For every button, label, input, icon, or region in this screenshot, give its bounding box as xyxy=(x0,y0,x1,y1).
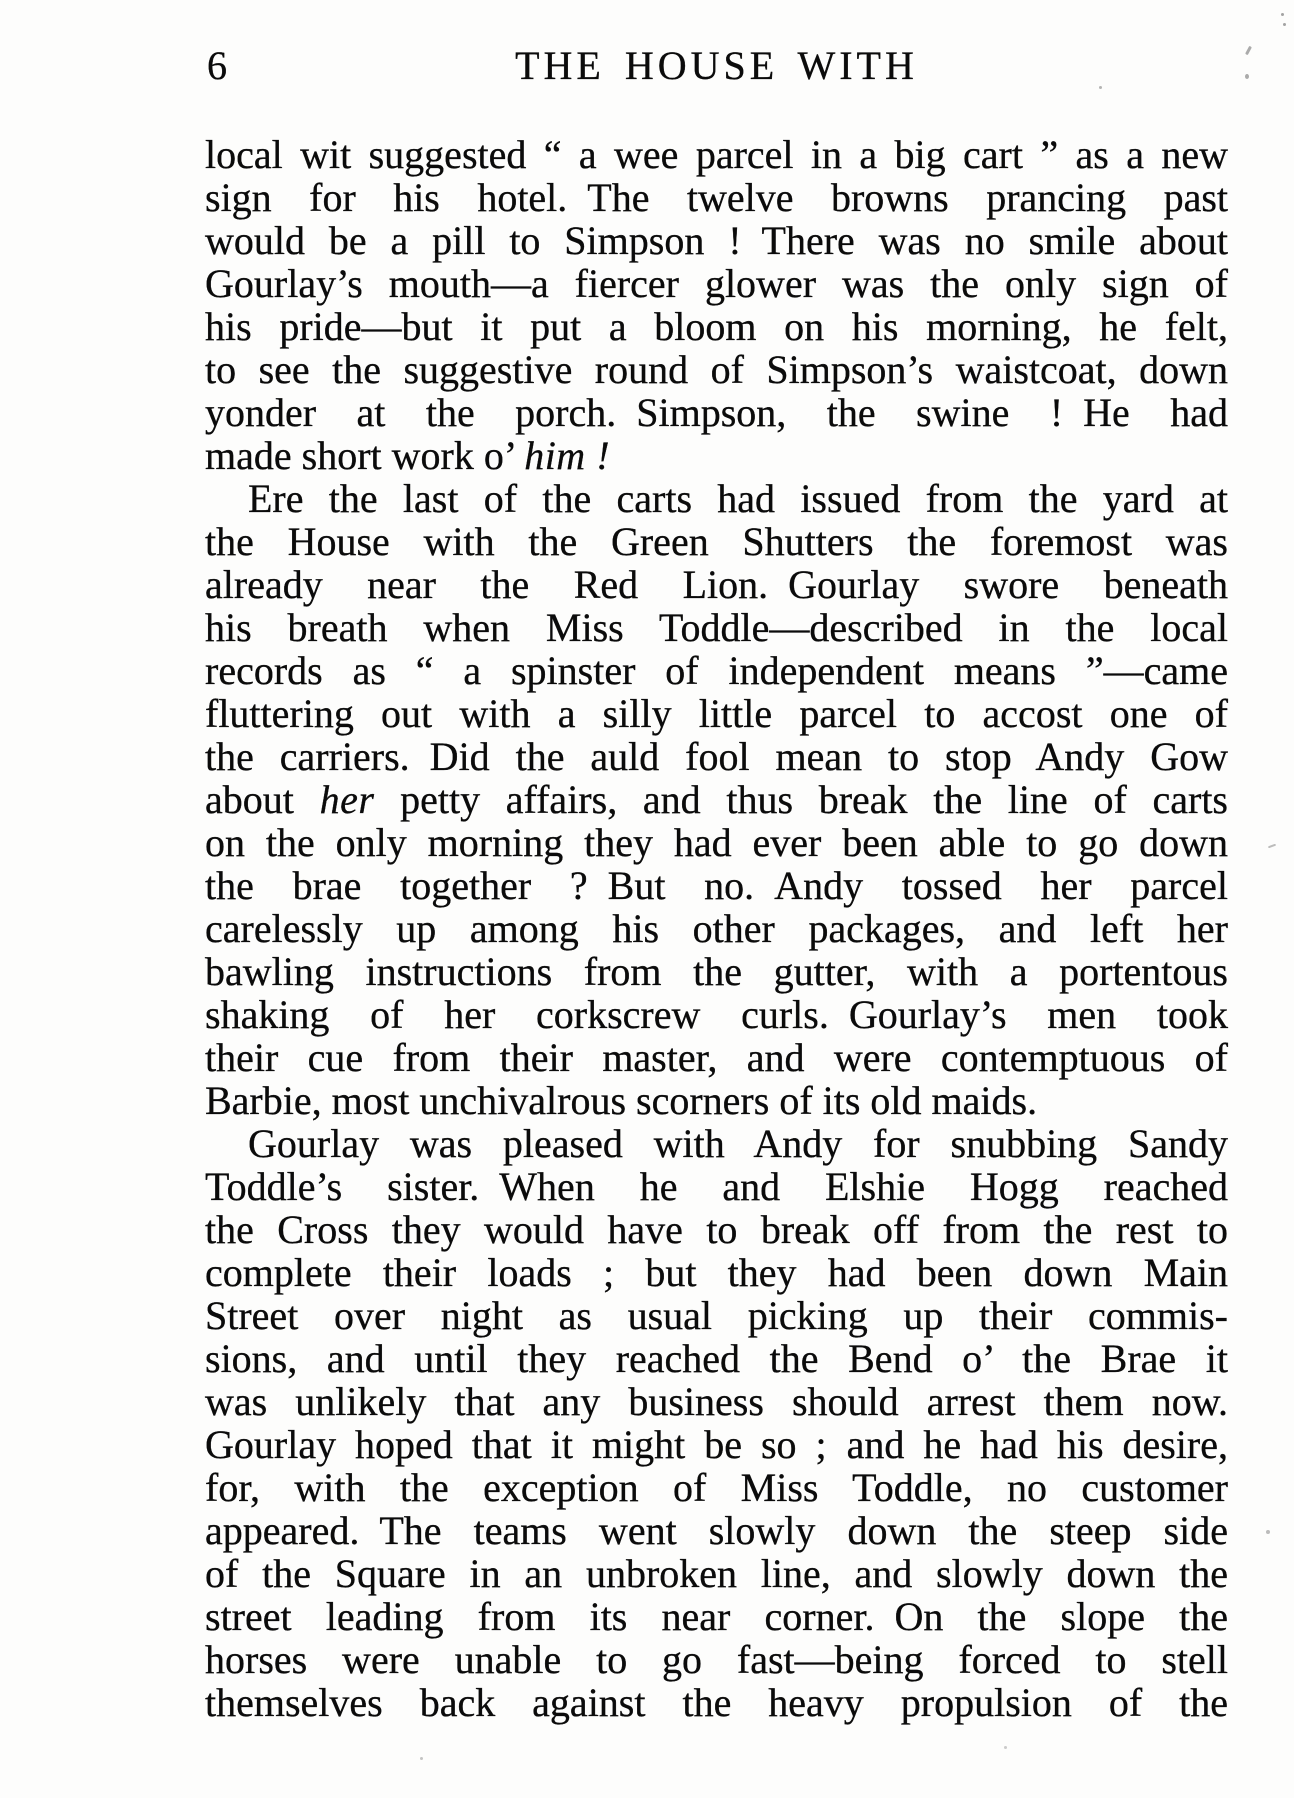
page-number: 6 xyxy=(207,43,227,88)
text-line: the Cross they would have to break off from the rest to xyxy=(205,1207,1228,1252)
text-line: Gourlay was pleased with Andy for snubbing Sandy xyxy=(248,1121,1228,1166)
text-line: sions, and until they reached the Bend o’ the Brae it xyxy=(205,1336,1228,1381)
scan-artifact xyxy=(1099,86,1102,89)
text-line: their cue from their master, and were contemptuous of xyxy=(205,1035,1228,1080)
text-line: to see the suggestive round of Simpson’s waistcoat, down xyxy=(205,347,1228,392)
text-line: the carriers. Did the auld fool mean to stop Andy Gow xyxy=(205,734,1228,779)
text-line: about her petty affairs, and thus break the line of carts xyxy=(205,777,1228,822)
text-line: Gourlay’s mouth—a fiercer glower was the only sign of xyxy=(205,261,1228,306)
text-line: themselves back against the heavy propulsion of the xyxy=(205,1680,1228,1725)
scan-artifact xyxy=(1268,844,1276,849)
text-line: appeared. The teams went slowly down the steep side xyxy=(205,1508,1228,1553)
text-line: Ere the last of the carts had issued from the yard at xyxy=(248,476,1228,521)
text-line: sign for his hotel. The twelve browns prancing past xyxy=(205,175,1228,220)
scan-artifact xyxy=(1004,1746,1007,1749)
text-line: the brae together ? But no. Andy tossed her parcel xyxy=(205,863,1228,908)
text-line: carelessly up among his other packages, and left her xyxy=(205,906,1228,951)
text-line: Barbie, most unchivalrous scorners of its old maids. xyxy=(205,1078,1038,1123)
text-line: for, with the exception of Miss Toddle, no customer xyxy=(205,1465,1228,1510)
running-header-title: THE HOUSE WITH xyxy=(515,43,918,88)
text-line: of the Square in an unbroken line, and slowly down the xyxy=(205,1551,1228,1596)
text-line: was unlikely that any business should arrest them now. xyxy=(205,1379,1228,1424)
text-line: horses were unable to go fast—being forced to stell xyxy=(205,1637,1228,1682)
scan-artifact xyxy=(1245,74,1249,79)
scan-artifact xyxy=(1281,13,1284,16)
text-block xyxy=(205,133,1228,1724)
scan-artifact xyxy=(1283,23,1286,26)
text-line: bawling instructions from the gutter, with a portentous xyxy=(205,949,1228,994)
text-line: shaking of her corkscrew curls. Gourlay’s men took xyxy=(205,992,1228,1037)
text-line: yonder at the porch. Simpson, the swine ! He had xyxy=(205,390,1228,435)
text-line: already near the Red Lion. Gourlay swore beneath xyxy=(205,562,1228,607)
text-line: his breath when Miss Toddle—described in the local xyxy=(205,605,1228,650)
text-line: would be a pill to Simpson ! There was no smile about xyxy=(205,218,1228,263)
scan-artifact xyxy=(1245,46,1252,55)
text-line: Toddle’s sister. When he and Elshie Hogg reached xyxy=(205,1164,1228,1209)
text-line: Street over night as usual picking up their commis- xyxy=(205,1293,1228,1338)
scan-artifact xyxy=(420,1757,423,1760)
text-line: made short work o’ him ! xyxy=(205,433,611,478)
text-line: street leading from its near corner. On the slope the xyxy=(205,1594,1228,1639)
text-line: fluttering out with a silly little parcel to accost one of xyxy=(205,691,1228,736)
scan-artifact xyxy=(1266,1530,1270,1534)
text-line: records as “ a spinster of independent means ”—came xyxy=(205,648,1228,693)
text-line: Gourlay hoped that it might be so ; and he had his desire, xyxy=(205,1422,1228,1467)
text-line: complete their loads ; but they had been down Main xyxy=(205,1250,1228,1295)
text-line: his pride—but it put a bloom on his morning, he felt, xyxy=(205,304,1228,349)
text-line: the House with the Green Shutters the foremost was xyxy=(205,519,1228,564)
page-header xyxy=(205,44,1228,88)
text-line: on the only morning they had ever been able to go down xyxy=(205,820,1228,865)
text-line: local wit suggested “ a wee parcel in a big cart ” as a new xyxy=(205,132,1228,177)
